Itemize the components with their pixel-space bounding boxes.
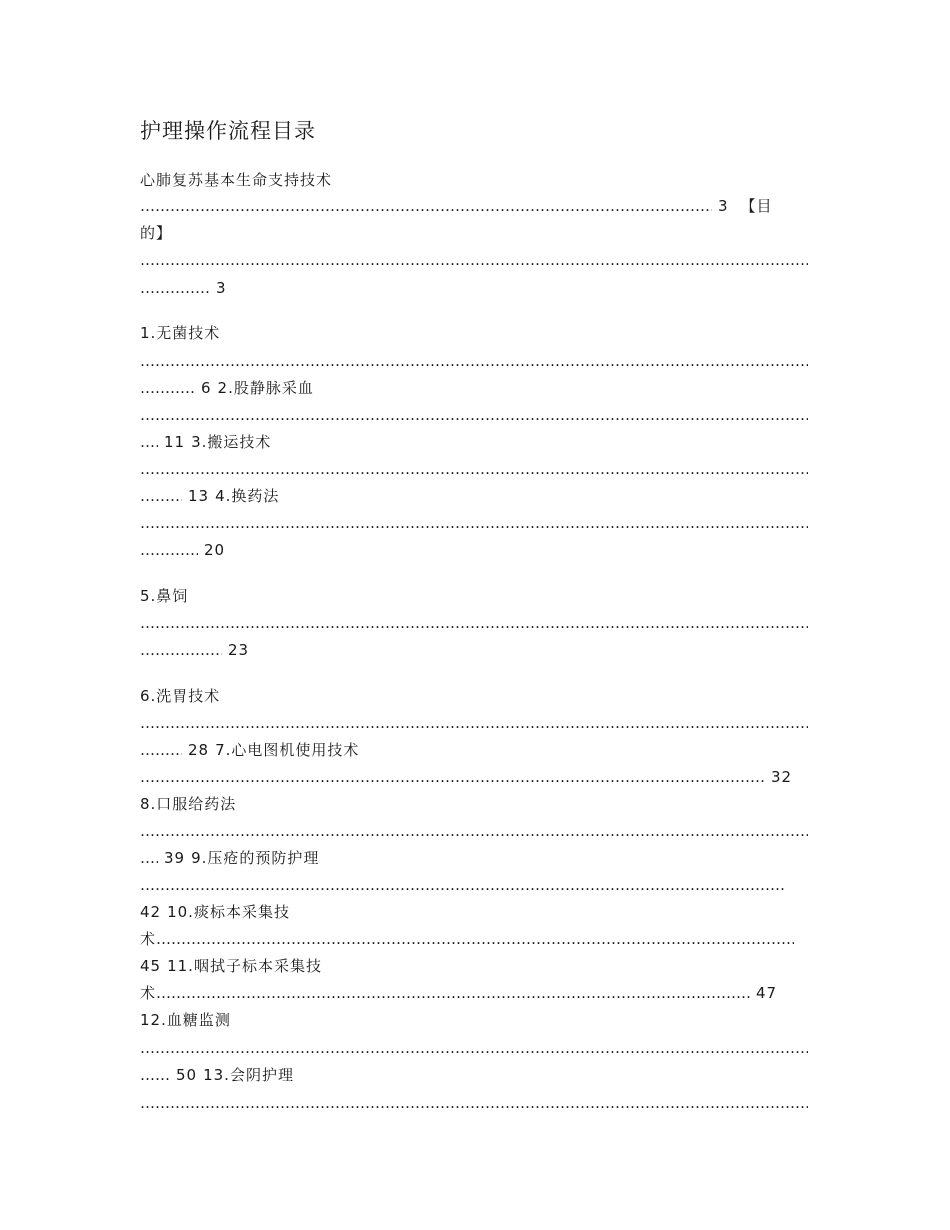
leader-dots [140,1038,808,1058]
toc-entry-line [140,956,322,976]
toc-page-number: 42 [140,903,162,921]
leader-dots [140,640,222,660]
toc-page-number: 45 [140,957,162,975]
page-title: 护理操作流程目录 [140,119,316,143]
leader-dots [140,848,158,868]
leader-dots [140,486,182,506]
toc-entry-line [140,902,290,922]
toc-page-number: 3 [718,197,729,215]
leader-dots [140,351,808,371]
toc-entry-title: 11.咽拭子标本采集技 [167,957,322,975]
leader-dots [140,432,158,452]
toc-page-number: 28 [188,741,210,759]
toc-entry-title: 7.心电图机使用技术 [215,741,360,759]
toc-entry-title: 8.口服给药法 [140,795,237,813]
toc-entry-line [140,929,794,949]
leader-dots [140,713,808,733]
toc-page-number: 6 [201,379,212,397]
toc-entry-line [140,740,359,760]
toc-entry-line [140,540,225,560]
leader-dots [140,540,198,560]
toc-entry-title: 4.换药法 [215,487,280,505]
leader-dots [140,278,210,298]
leader-dots [140,196,712,216]
toc-entry-title: 12.血糖监测 [140,1011,231,1029]
leader-dots [140,250,808,270]
toc-entry-title: 2.股静脉采血 [217,379,314,397]
toc-page-number: 3 [216,279,227,297]
toc-page-number: 32 [771,768,793,786]
leader-dots [140,1093,808,1113]
leader-dots [140,513,808,533]
toc-entry-line [140,278,227,298]
toc-page-number: 11 [164,433,186,451]
toc-entry-line [140,196,773,216]
leader-dots [140,821,808,841]
toc-entry-title: 【目 [740,197,773,215]
toc-entry-line [140,640,249,660]
toc-entry-title: 13.会阴护理 [203,1066,294,1084]
leader-dots [140,767,765,787]
leader-dots [156,929,794,949]
leader-dots [140,405,808,425]
toc-entry-line [140,486,279,506]
leader-dots [140,459,808,479]
leader-dots [140,875,785,895]
toc-entry-title: 3.搬运技术 [191,433,272,451]
leader-dots [140,740,182,760]
toc-entry-title: 5.鼻饲 [140,587,189,605]
toc-page-number: 13 [188,487,210,505]
toc-page-number: 20 [204,541,226,559]
toc-page-number: 23 [228,641,250,659]
toc-entry-title: 6.洗胃技术 [140,687,221,705]
toc-entry-title: 术 [140,930,157,948]
leader-dots [140,378,195,398]
toc-entry-title: 术 [140,984,157,1002]
toc-entry-title: 1.无菌技术 [140,324,221,342]
toc-entry-line [140,767,792,787]
toc-entry-line [140,983,777,1003]
leader-dots [140,1065,170,1085]
leader-dots [156,983,750,1003]
toc-entry-title: 9.压疮的预防护理 [191,849,320,867]
toc-page-number: 50 [176,1066,198,1084]
toc-entry-line [140,848,319,868]
toc-entry-line [140,432,271,452]
toc-entry-title: 的】 [140,224,173,242]
toc-entry-line [140,1065,294,1085]
toc-entry-line [140,875,785,895]
toc-entry-title: 10.痰标本采集技 [167,903,290,921]
toc-page-number: 47 [756,984,778,1002]
leader-dots [140,613,808,633]
toc-entry-line [140,378,314,398]
toc-entry-title: 心肺复苏基本生命支持技术 [140,171,333,189]
toc-page-number: 39 [164,849,186,867]
